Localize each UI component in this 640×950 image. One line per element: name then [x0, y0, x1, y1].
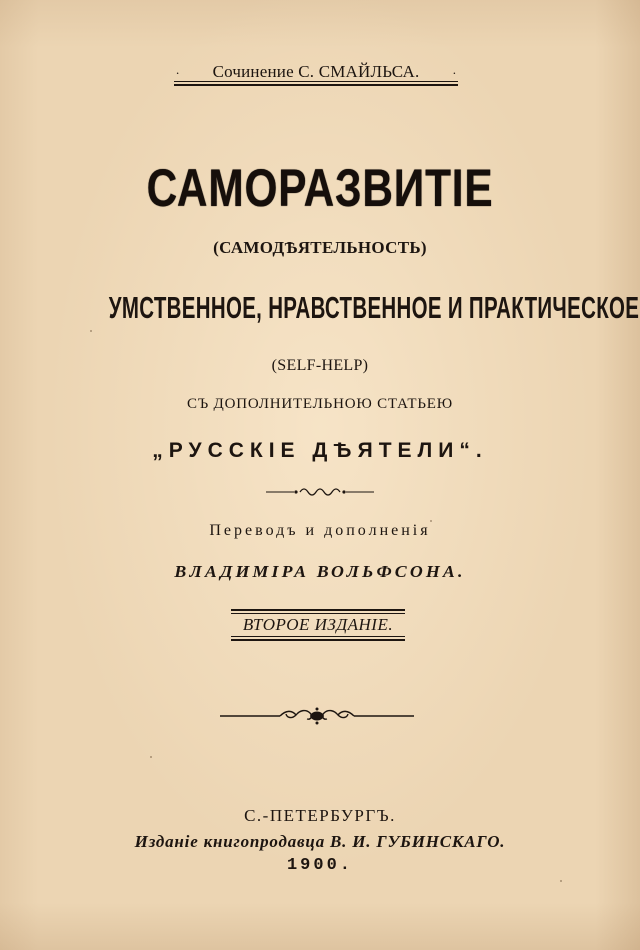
imprint-publisher: Изданіе книгопродавца В. И. ГУБИНСКАГО.: [134, 832, 506, 851]
paper-speck: [150, 756, 152, 758]
rule-tick-left: .: [176, 62, 180, 77]
edition-frame: [231, 609, 405, 641]
book-title: САМОРАЗВИТІЕ: [146, 159, 494, 218]
supplement-intro: СЪ ДОПОЛНИТЕЛЬНОЮ СТАТЬЕЮ: [186, 396, 453, 412]
imprint-year: 1900.: [286, 856, 353, 875]
translation-line: Переводъ и дополненія: [209, 522, 431, 539]
edition-label: ВТОРОЕ ИЗДАНІЕ.: [242, 615, 394, 634]
paper-speck: [90, 330, 92, 332]
translator-name: ВЛАДИМІРА ВОЛЬФСОНА.: [174, 562, 466, 581]
author-credit: Сочинение С. СМАЙЛЬСА.: [212, 62, 420, 81]
subtitle-english: (SELF-HELP): [271, 357, 369, 374]
dot-rule-flourish-icon: [264, 485, 376, 499]
author-line: [174, 60, 458, 86]
rule-tick-right: .: [452, 62, 456, 77]
paper-speck: [430, 520, 432, 522]
paper-speck: [560, 880, 562, 882]
subtitle-main: УМСТВЕННОЕ, НРАВСТВЕННОЕ И ПРАКТИЧЕСКОЕ: [108, 290, 640, 325]
supplement-title: „РУССКІЕ ДѢЯТЕЛИ“.: [152, 439, 488, 462]
subtitle-parenthetical: (САМОДѢЯТЕЛЬНОСТЬ): [213, 238, 427, 257]
vine-scroll-flourish-icon: [218, 706, 416, 726]
imprint-city: С.-ПЕТЕРБУРГЪ.: [244, 806, 396, 825]
